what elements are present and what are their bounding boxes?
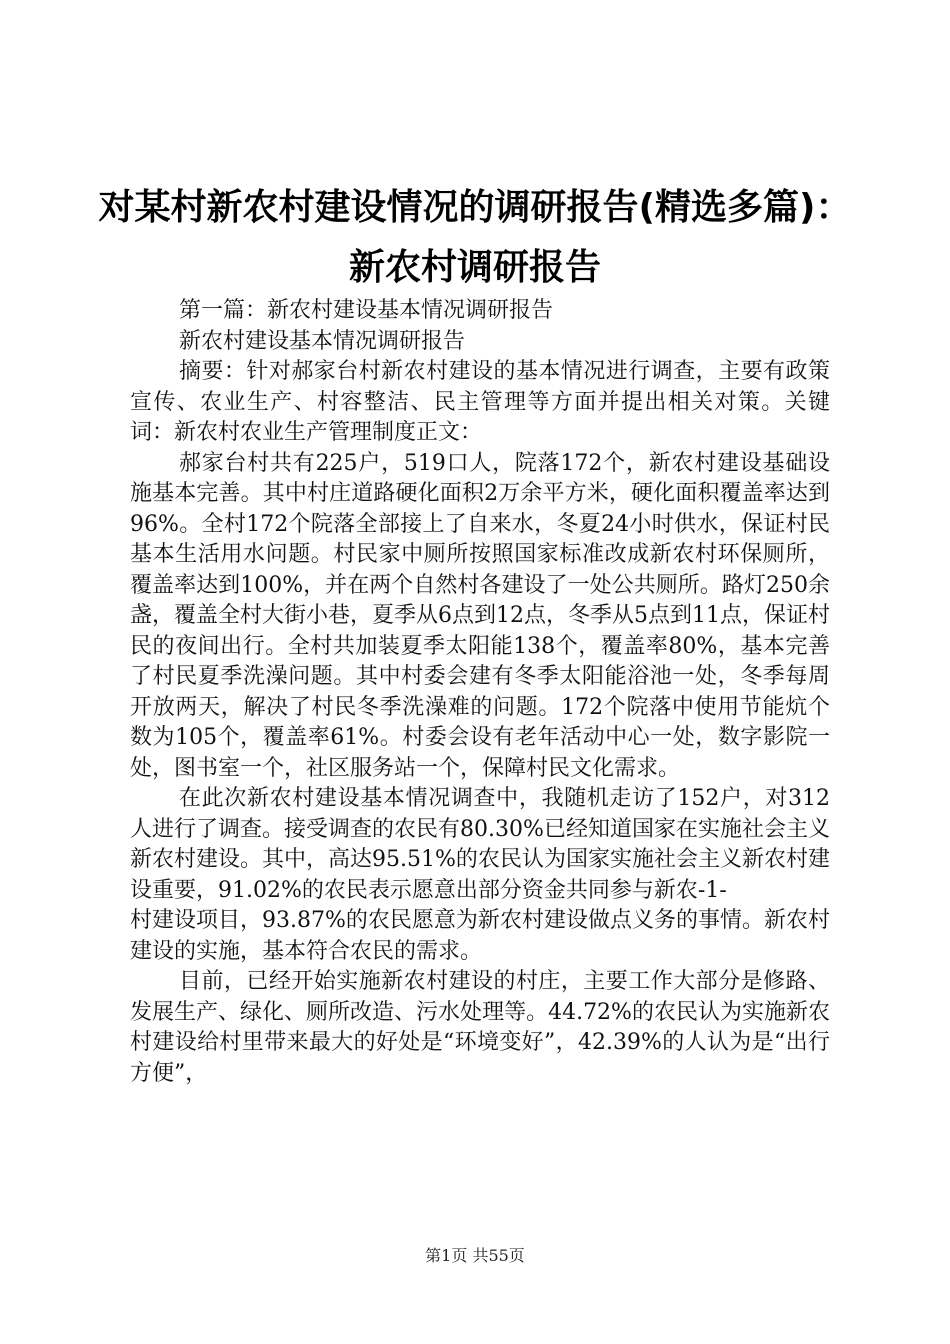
document-title: 对某村新农村建设情况的调研报告(精选多篇)： xyxy=(98,187,852,228)
section-heading: 第一篇：新农村建设基本情况调研报告 xyxy=(179,298,554,323)
document-subtitle: 新农村调研报告 xyxy=(348,247,601,288)
page-footer: 第1页 共55页 xyxy=(425,1246,525,1265)
body-paragraph: 目前，已经开始实施新农村建设的村庄，主要工作大部分是修路、发展生产、绿化、厕所改造、污水处理等。44.72%的农民认为实施新农村建设给村里带来最大的好处是“环境变好”，42.39%的人认为是“出行方便”， xyxy=(130,969,830,1086)
report-title: 新农村建设基本情况调研报告 xyxy=(179,328,466,354)
body-paragraph: 郝家台村共有225户，519口人，院落172个，新农村建设基础设施基本完善。其中村庄道路硬化面积2万余平方米，硬化面积覆盖率达到96%。全村172个院落全部接上了自来水，冬夏24小时供水，保证村民基本生活用水问题。村民家中厕所按照国家标准改成新农村环保厕所，覆盖率达到100%，并在两个自然村各建设了一处公共厕所。路灯250余盏，覆盖全村大街小巷，夏季从6点到12点，冬季从5点到11点，保证村民的夜间出行。全村共加装夏季太阳能138个，覆盖率80%，基本完善了村民夏季洗澡问题。其中村委会建有冬季太阳能浴池一处，冬季每周开放两天，解决了村民冬季洗澡难的问题。172个院落中使用节能炕个数为105个，覆盖率61%。村委会设有老年活动中心一处，数字影院一处，图书室一个，社区服务站一个，保障村民文化需求。 xyxy=(130,450,830,781)
document-body xyxy=(130,296,830,1089)
abstract-paragraph: 摘要：针对郝家台村新农村建设的基本情况进行调查，主要有政策宣传、农业生产、村容整洁、民主管理等方面并提出相关对策。关键词：新农村农业生产管理制度正文： xyxy=(130,359,830,445)
body-paragraph: 村建设项目，93.87%的农民愿意为新农村建设做点义务的事情。新农村建设的实施，基本符合农民的需求。 xyxy=(130,908,830,964)
body-paragraph: 在此次新农村建设基本情况调查中，我随机走访了152户，对312人进行了调查。接受调查的农民有80.30%已经知道国家在实施社会主义新农村建设。其中，高达95.51%的农民认为国家实施社会主义新农村建设重要，91.02%的农民表示愿意出部分资金共同参与新农-1- xyxy=(130,786,830,903)
